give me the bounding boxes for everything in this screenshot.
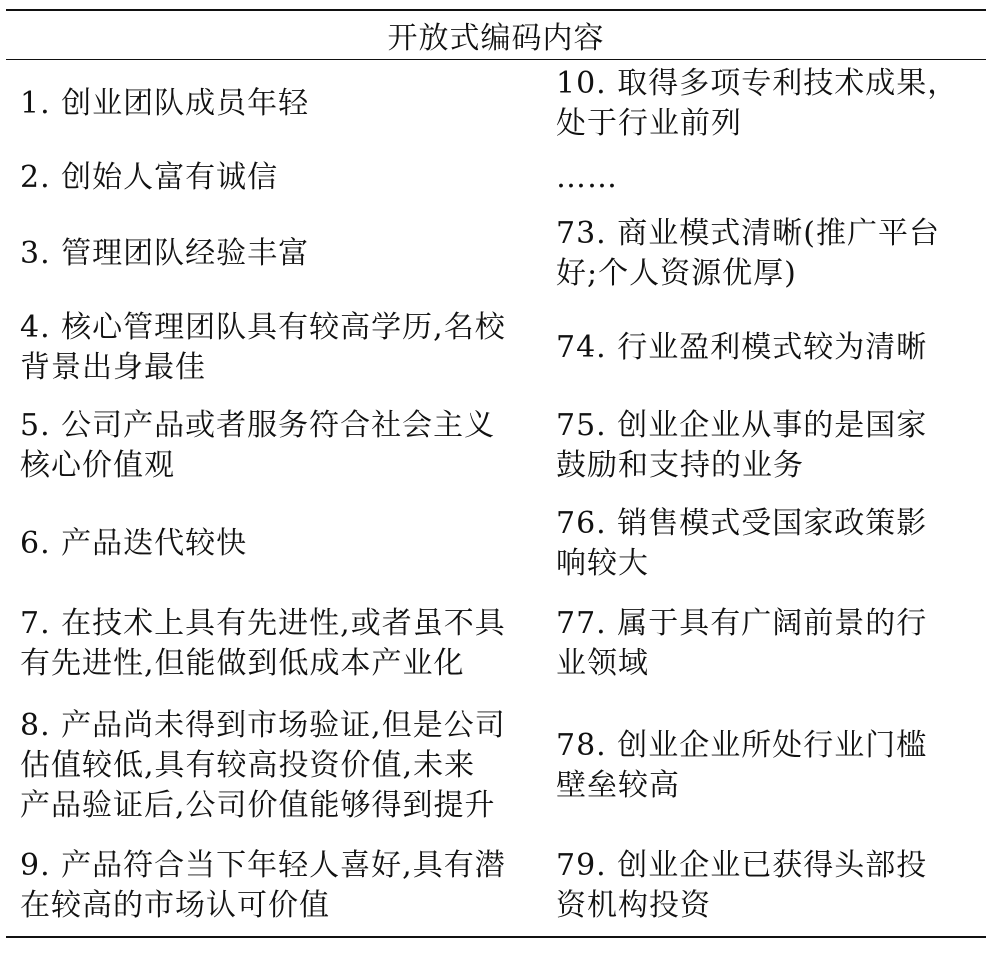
coding-table — [6, 9, 986, 938]
table-cell-right: 76. 销售模式受国家政策影 响较大 — [556, 506, 928, 581]
table-cell-right: …… — [556, 160, 618, 195]
table-row — [6, 396, 986, 496]
table-row — [6, 300, 986, 396]
table-row — [6, 208, 986, 300]
table-body — [6, 60, 986, 936]
table-cell-right: 79. 创业企业已获得头部投 资机构投资 — [556, 848, 928, 923]
table-row — [6, 148, 986, 208]
table-row — [6, 496, 986, 592]
table-cell-left: 9. 产品符合当下年轻人喜好,具有潜 在较高的市场认可价值 — [20, 848, 506, 923]
table-row — [6, 60, 986, 148]
table-cell-left: 8. 产品尚未得到市场验证,但是公司 估值较低,具有较高投资价值,未来 产品验证后,公司价值能够得到提升 — [20, 708, 506, 823]
table-cell-left: 7. 在技术上具有先进性,或者虽不具 有先进性,但能做到低成本产业化 — [20, 606, 506, 681]
table-row — [6, 592, 986, 696]
table-cell-left: 6. 产品迭代较快 — [20, 526, 248, 561]
table-cell-left: 3. 管理团队经验丰富 — [20, 236, 310, 271]
table-cell-right: 73. 商业模式清晰(推广平台 好;个人资源优厚) — [556, 216, 940, 291]
table-cell-right: 78. 创业企业所处行业门槛 壁垒较高 — [556, 728, 928, 803]
table-cell-right: 10. 取得多项专利技术成果， 处于行业前列 — [556, 66, 959, 141]
table-cell-left: 5. 公司产品或者服务符合社会主义 核心价值观 — [20, 408, 496, 483]
table-bottom-rule — [6, 936, 986, 938]
table-cell-right: 75. 创业企业从事的是国家 鼓励和支持的业务 — [556, 408, 928, 483]
table-cell-right: 74. 行业盈利模式较为清晰 — [556, 330, 928, 365]
table-cell-left: 2. 创始人富有诚信 — [20, 160, 279, 195]
table-row — [6, 836, 986, 936]
table-cell-left: 1. 创业团队成员年轻 — [20, 86, 310, 121]
table-header: 开放式编码内容 — [387, 21, 605, 56]
table-cell-right: 77. 属于具有广阔前景的行 业领域 — [556, 606, 928, 681]
table-row — [6, 696, 986, 836]
table-cell-left: 4. 核心管理团队具有较高学历,名校 背景出身最佳 — [20, 310, 506, 385]
